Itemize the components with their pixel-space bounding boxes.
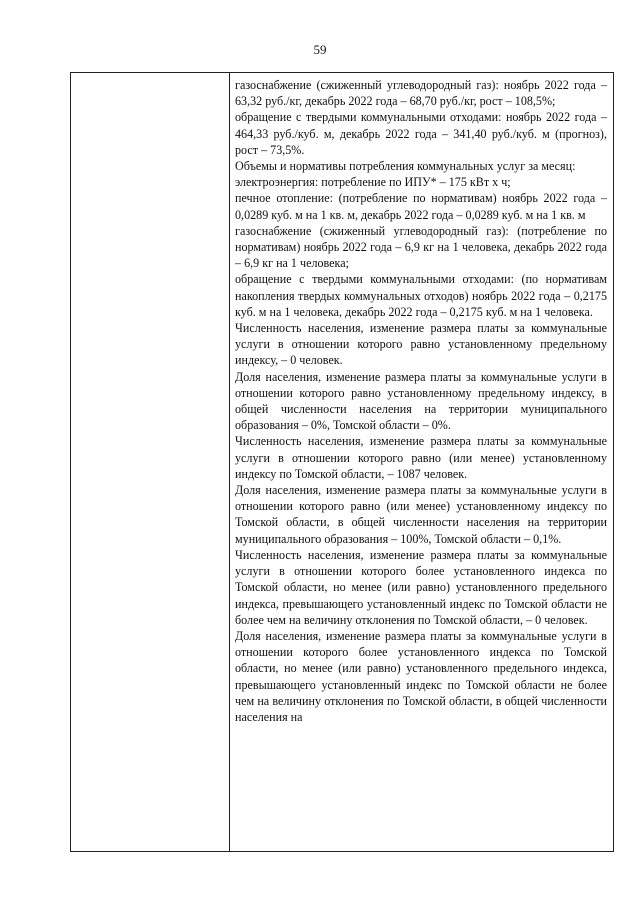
paragraph-population-above-index: Численность населения, изменение размера платы за коммунальные услуги в отношении которого более установленного индекса по Томской области, но менее (или равно) установленного предельного индекса, превышающего установленный индекс по Томской области не более чем на величину отклонения по Томской области, – 0 человек. [235,547,607,627]
document-table [70,72,614,852]
paragraph-population-regional-index: Численность населения, изменение размера платы за коммунальные услуги в отношении которого равно (или менее) установленному индексу по Томской области, – 1087 человек. [235,434,607,481]
paragraph-population-limit-index: Численность населения, изменение размера платы за коммунальные услуги в отношении которого равно установленному предельному индексу, – 0 человек. [235,321,607,368]
paragraph-waste-norms: обращение с твердыми коммунальными отходами: (по нормативам накопления твердых коммунальных отходов) ноябрь 2022 года – 0,2175 куб. м на 1 человека, декабрь 2022 года – 0,2175 куб. м на 1 человека. [235,272,607,319]
table-right-cell [230,73,613,851]
page-number: 59 [313,42,327,57]
paragraph-electricity: электроэнергия: потребление по ИПУ* – 175 кВт х ч; [235,175,511,190]
paragraph-share-limit-index: Доля населения, изменение размера платы за коммунальные услуги в отношении которого равно установленному предельному индексу, в общей численности населения на территории муниципального образования – 0%, Томской области – 0%. [235,369,607,433]
paragraph-waste-tariff: обращение с твердыми коммунальными отходами: ноябрь 2022 года – 464,33 руб./куб. м, декабрь 2022 года – 341,40 руб./куб. м (прогноз), рост – 73,5%. [235,110,607,157]
table-left-cell [71,73,230,851]
paragraph-stove-heating: печное отопление: (потребление по нормативам) ноябрь 2022 года – 0,0289 куб. м на 1 кв. м, декабрь 2022 года – 0,0289 куб. м на 1 кв. м [235,191,607,222]
paragraph-volumes-heading: Объемы и нормативы потребления коммунальных услуг за месяц: [235,159,576,174]
paragraph-gas-tariff: газоснабжение (сжиженный углеводородный газ): ноябрь 2022 года – 63,32 руб./кг, декабрь 2022 года – 68,70 руб./кг, рост – 108,5%; [235,78,607,109]
paragraph-share-regional-index: Доля населения, изменение размера платы за коммунальные услуги в отношении которого равно (или менее) установленному индексу по Томской области, в общей численности населения на территории муниципального образования – 100%, Томской области – 0,1%. [235,483,607,546]
paragraph-share-above-index: Доля населения, изменение размера платы за коммунальные услуги в отношении которого более установленного индекса по Томской области, но менее (или равно) установленного предельного индекса, превышающего установленный индекс по Томской области не более чем на величину отклонения по Томской области, в общей численности населения на [235,628,607,724]
paragraph-gas-norms: газоснабжение (сжиженный углеводородный газ): (потребление по нормативам) ноябрь 2022 года – 6,9 кг на 1 человека, декабрь 2022 года – 6,9 кг на 1 человека; [235,223,607,271]
